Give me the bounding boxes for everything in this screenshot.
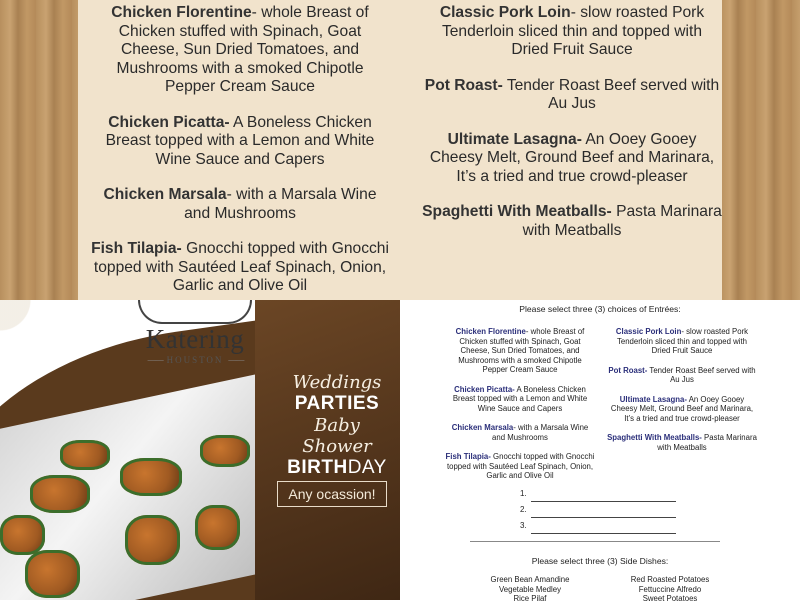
choice-number: 2. — [520, 505, 527, 514]
sides-left-list — [455, 575, 605, 604]
zoom-right-column — [422, 4, 722, 257]
choice-number: 1. — [520, 489, 527, 498]
menu-item — [422, 131, 722, 187]
sides-right-list — [595, 575, 745, 604]
side-dish: Red Roasted Potatoes — [630, 575, 710, 584]
dish-name: Ultimate Lasagna- — [447, 130, 582, 148]
choice-line[interactable] — [520, 518, 676, 534]
menu-item — [90, 114, 390, 170]
dish-description: A Boneless Chicken Breast topped with a Lemon and White Wine Sauce and Capers — [452, 384, 588, 413]
event-types — [282, 372, 392, 479]
birthday-bold: BIRTH — [287, 457, 348, 478]
page-right-column — [607, 327, 757, 462]
bruschetta-bite — [200, 435, 250, 467]
event-weddings: Weddings — [292, 372, 382, 393]
menu-item — [607, 366, 757, 385]
menu-item — [445, 385, 595, 414]
dish-description: A Boneless Chicken Breast topped with a Lemon and White Wine Sauce and Capers — [105, 113, 375, 168]
brand-city: —— HOUSTON —— — [130, 355, 260, 365]
blank-line[interactable] — [531, 502, 676, 518]
choice-lines — [520, 486, 676, 534]
dish-name: Spaghetti With Meatballs- — [422, 203, 612, 220]
dish-name: Pot Roast- — [424, 76, 503, 94]
menu-item — [422, 77, 722, 114]
dish-description: - with a Marsala Wine and Mushrooms — [184, 186, 377, 222]
menu-selection-page — [400, 300, 800, 603]
bruschetta-bite — [60, 440, 110, 470]
menu-item — [607, 327, 757, 356]
dish-name: Fish Tilapia- — [91, 240, 182, 257]
crab-cake-bite — [195, 505, 240, 550]
dish-description: - slow roasted Pork Tenderloin sliced thin and topped with Dried Fruit Sauce — [616, 327, 749, 355]
menu-item — [90, 4, 390, 97]
dish-name: Chicken Picatta- — [454, 384, 515, 394]
event-baby-shower: Baby Shower — [302, 415, 372, 457]
catering-flyer — [0, 300, 400, 600]
any-occasion-box: Any ocassion! — [277, 481, 387, 507]
dish-name: Ultimate Lasagna- — [619, 394, 687, 404]
logo-emblem — [138, 300, 252, 324]
menu-item — [445, 423, 595, 442]
dish-description: - slow roasted Pork Tenderloin sliced thin and topped with Dried Fruit Sauce — [441, 4, 705, 58]
entrees-heading: Please select three (3) choices of Entrées: — [519, 304, 681, 314]
dish-name: Fish Tilapia- — [445, 452, 491, 461]
blank-line[interactable] — [531, 486, 676, 502]
dish-name: Chicken Florentine — [111, 4, 252, 21]
dish-description: Gnocchi topped with Gnocchi topped with Sautéed Leaf Spinach, Onion, Garlic and Olive Oil — [93, 240, 389, 294]
choice-number: 3. — [520, 521, 527, 530]
dish-name: Classic Pork Loin — [439, 4, 571, 21]
blank-line[interactable] — [531, 518, 676, 534]
menu-item — [445, 327, 595, 375]
dish-name: Chicken Marsala — [103, 186, 227, 203]
page-left-column — [445, 327, 595, 491]
side-dish: Green Bean Amandine — [490, 575, 570, 584]
zoomed-menu-panel — [0, 0, 800, 300]
menu-item — [422, 4, 722, 60]
choice-line[interactable] — [520, 502, 676, 518]
dish-description: Pasta Marinara with Meatballs — [657, 433, 757, 452]
side-dish: Fettuccine Alfredo — [638, 584, 702, 594]
dish-description: Pasta Marinara with Meatballs — [522, 203, 722, 239]
dish-description: Gnocchi topped with Gnocchi topped with Sautéed Leaf Spinach, Onion, Garlic and Olive Oil — [446, 452, 595, 480]
bruschetta-bite — [0, 515, 45, 555]
event-parties: PARTIES — [294, 393, 380, 414]
birthday-light: DAY — [347, 457, 387, 478]
dish-description: - whole Breast of Chicken stuffed with Spinach, Goat Cheese, Sun Dried Tomatoes, and Mushrooms with a smoked Chipotle Pepper Cream Sauce — [116, 4, 369, 95]
brand-name: Katering — [145, 324, 245, 354]
menu-item — [607, 433, 757, 452]
menu-item — [90, 240, 390, 296]
dish-description: - with a Marsala Wine and Mushrooms — [492, 423, 589, 442]
menu-item — [422, 203, 722, 240]
dish-description: Tender Roast Beef served with Au Jus — [502, 76, 720, 112]
dish-description: An Ooey Gooey Cheesy Melt, Ground Beef and Marinara, It’s a tried and true crowd-pleaser — [429, 130, 715, 185]
bruschetta-bite — [120, 458, 182, 496]
dish-description: - whole Breast of Chicken stuffed with Spinach, Goat Cheese, Sun Dried Tomatoes, and Mushrooms with a smoked Chipotle Pepper Cream Sauce — [458, 327, 585, 374]
zoom-left-column — [90, 4, 390, 300]
choice-line[interactable] — [520, 486, 676, 502]
dish-description: An Ooey Gooey Cheesy Melt, Ground Beef and Marinara, It’s a tried and true crowd-pleaser — [610, 394, 754, 423]
event-birthday — [282, 457, 392, 479]
menu-item — [90, 186, 390, 223]
katering-logo — [130, 300, 260, 365]
dish-name: Pot Roast- — [608, 365, 648, 375]
menu-item — [445, 452, 595, 481]
side-dish: Sweet Potatoes — [642, 594, 698, 603]
side-dish: Rice Pilaf — [513, 594, 547, 603]
dish-name: Classic Pork Loin — [615, 327, 682, 336]
dish-description: Tender Roast Beef served with Au Jus — [647, 365, 756, 384]
sides-heading: Please select three (3) Side Dishes: — [531, 556, 669, 566]
lace-ornament — [0, 300, 60, 355]
dish-name: Chicken Florentine — [455, 327, 526, 336]
crab-cake-bite — [125, 515, 180, 565]
section-divider — [470, 541, 720, 542]
dish-name: Chicken Picatta- — [108, 113, 230, 131]
menu-item — [607, 395, 757, 424]
dish-name: Spaghetti With Meatballs- — [607, 433, 702, 442]
bruschetta-bite — [30, 475, 90, 513]
side-dish: Vegetable Medley — [499, 584, 561, 594]
crab-cake-bite — [25, 550, 80, 598]
dish-name: Chicken Marsala — [451, 423, 514, 432]
